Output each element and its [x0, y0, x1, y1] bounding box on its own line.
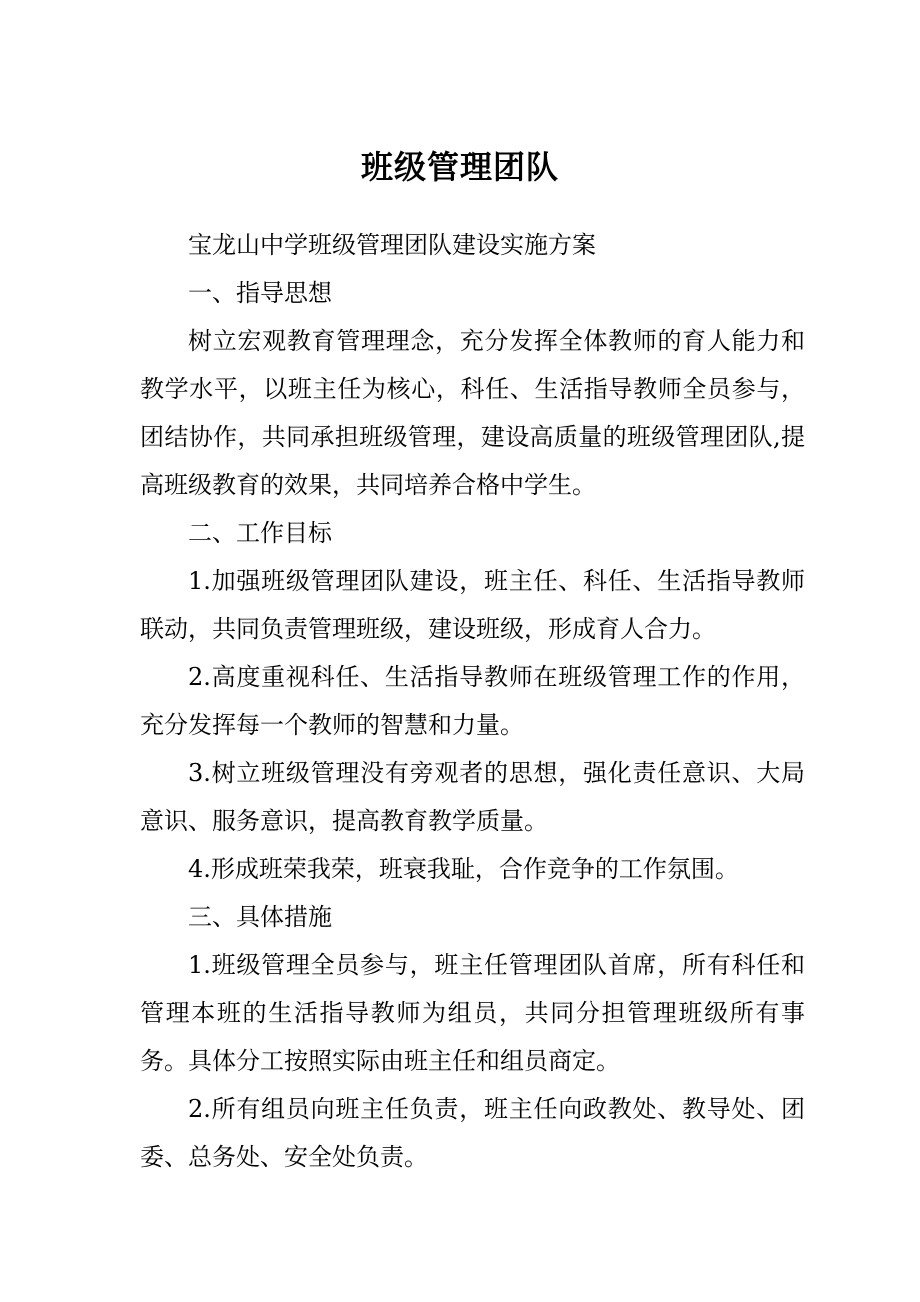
goal-item-3: 3.树立班级管理没有旁观者的思想，强化责任意识、大局意识、服务意识，提高教育教学质量。: [140, 759, 805, 835]
goal-item-2: 2.高度重视科任、生活指导教师在班级管理工作的作用，充分发挥每一个教师的智慧和力量。: [140, 663, 805, 739]
goal-item-1: 1.加强班级管理团队建设，班主任、科任、生活指导教师联动，共同负责管理班级，建设班级，形成育人合力。: [140, 567, 805, 643]
plan-heading: 宝龙山中学班级管理团队建设实施方案: [188, 231, 596, 259]
goal-item-4: 4.形成班荣我荣，班衰我耻，合作竞争的工作氛围。: [188, 855, 739, 883]
section-heading-specific-measures: 三、具体措施: [188, 903, 332, 931]
section-heading-work-goals: 二、工作目标: [188, 519, 332, 547]
paragraph-guiding-ideology: 树立宏观教育管理理念，充分发挥全体教师的育人能力和教学水平，以班主任为核心，科任、生活指导教师全员参与，团结协作，共同承担班级管理，建设高质量的班级管理团队,提高班级教育的效果，共同培养合格中学生。: [140, 327, 805, 499]
measure-item-1: 1.班级管理全员参与，班主任管理团队首席，所有科任和管理本班的生活指导教师为组员，共同分担管理班级所有事务。具体分工按照实际由班主任和组员商定。: [140, 951, 805, 1075]
document-title: 班级管理团队: [360, 148, 559, 186]
section-heading-guiding-ideology: 一、指导思想: [188, 279, 332, 307]
measure-item-2: 2.所有组员向班主任负责，班主任向政教处、教导处、团委、总务处、安全处负责。: [140, 1095, 805, 1171]
document-body: [140, 221, 805, 1181]
